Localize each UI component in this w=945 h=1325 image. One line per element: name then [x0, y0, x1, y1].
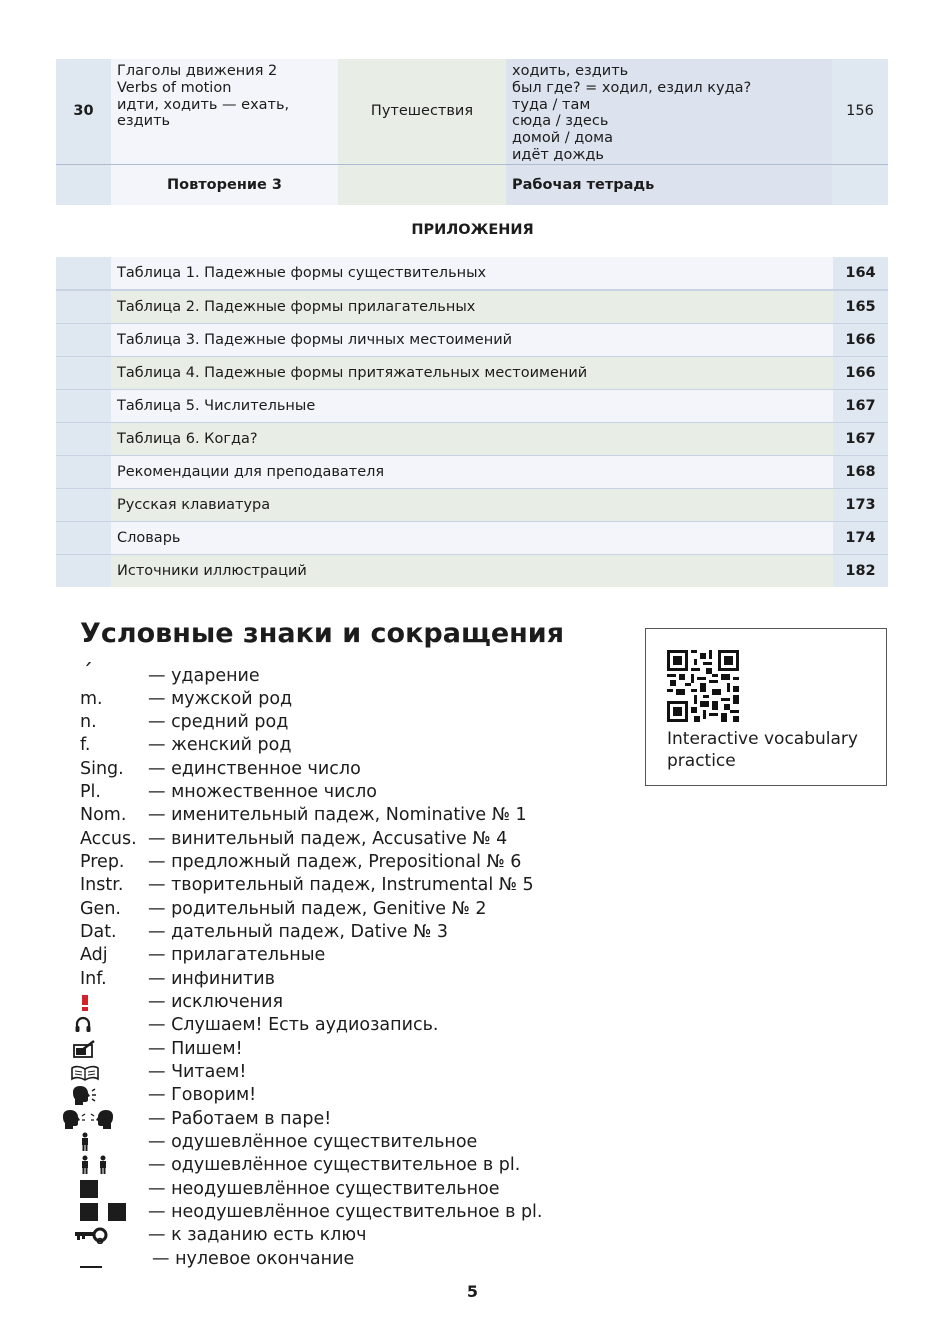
lesson-number: 30: [56, 59, 111, 164]
qr-caption-line: practice: [667, 751, 736, 771]
legend-definition: — женский род: [148, 735, 292, 755]
appendix-row[interactable]: [56, 291, 888, 323]
legend-definition: — винительный падеж, Accusative № 4: [148, 829, 508, 849]
appendix-heading: ПРИЛОЖЕНИЯ: [411, 222, 534, 238]
key-icon: [74, 1226, 108, 1244]
legend-definition: — неодушевлённое существительное в pl.: [148, 1202, 543, 1222]
grammar-line: домой / дома: [512, 130, 613, 147]
exclamation-icon: [80, 993, 90, 1013]
qr-code-icon[interactable]: [667, 650, 739, 722]
legend-definition: — неодушевлённое существительное: [148, 1179, 500, 1199]
page-number: 5: [466, 1282, 479, 1301]
legend-abbr: Pl.: [80, 782, 101, 802]
legend-definition: — родительный падеж, Genitive № 2: [148, 899, 487, 919]
person-icon: [80, 1132, 90, 1152]
review-number-cell: [56, 165, 111, 205]
appendix-page: 164: [833, 257, 888, 289]
appendix-title: Таблица 1. Падежные формы существительных: [111, 257, 888, 289]
headphones-icon: [74, 1016, 92, 1034]
square-icon: [80, 1180, 98, 1198]
legend-abbr: Accus.: [80, 829, 137, 849]
grammar-line: туда / там: [512, 96, 591, 113]
grammar-line: ходить, ездить: [512, 63, 629, 79]
legend-definition: — именительный падеж, Nominative № 1: [148, 805, 527, 825]
appendix-row[interactable]: [56, 390, 888, 422]
row-number-cell: [56, 390, 111, 422]
legend-abbr: m.: [80, 689, 103, 709]
appendix-row[interactable]: [56, 456, 888, 488]
review-page-cell: [832, 165, 888, 205]
appendix-row[interactable]: [56, 489, 888, 521]
row-number-cell: [56, 423, 111, 455]
legend-definition: — Работаем в паре!: [148, 1109, 332, 1129]
legend-definition: — множественное число: [148, 782, 377, 802]
legend-definition: — инфинитив: [148, 969, 275, 989]
two-squares-icon: [80, 1203, 126, 1221]
appendix-row[interactable]: [56, 257, 888, 289]
qr-box[interactable]: [645, 628, 887, 786]
row-number-cell: [56, 522, 111, 554]
legend-definition: — одушевлённое существительное в pl.: [148, 1155, 521, 1175]
legend-abbr: n.: [80, 712, 97, 732]
legend-definition: — одушевлённое существительное: [148, 1132, 478, 1152]
legend-abbr: ´: [82, 661, 93, 686]
legend-abbr: Instr.: [80, 875, 124, 895]
legend-definition: — исключения: [148, 992, 283, 1012]
legend-abbr: Prep.: [80, 852, 125, 872]
dash-icon: [80, 1266, 102, 1268]
row-number-cell: [56, 257, 111, 289]
row-number-cell: [56, 291, 111, 323]
legend-definition: — прилагательные: [148, 945, 326, 965]
review-grammar: Рабочая тетрадь: [506, 165, 832, 205]
row-number-cell: [56, 555, 111, 587]
appendix-title: Таблица 6. Когда?: [111, 423, 888, 455]
appendix-row[interactable]: [56, 423, 888, 455]
legend-definition: — предложный падеж, Prepositional № 6: [148, 852, 522, 872]
appendix-title: Таблица 4. Падежные формы притяжательных местоимений: [111, 357, 888, 389]
legend-definition: — Читаем!: [148, 1062, 247, 1082]
appendix-title: Рекомендации для преподавателя: [111, 456, 888, 488]
row-number-cell: [56, 489, 111, 521]
grammar-line: идёт дождь: [512, 146, 604, 163]
appendix-page: 166: [833, 324, 888, 356]
lesson-page: 156: [832, 59, 888, 164]
appendix-page: 165: [833, 291, 888, 323]
legend-abbr: Dat.: [80, 922, 117, 942]
appendix-page: 168: [833, 456, 888, 488]
appendix-title: Словарь: [111, 522, 888, 554]
legend-definition: — Слушаем! Есть аудиозапись.: [148, 1015, 439, 1035]
lesson-grammar: [506, 59, 832, 164]
legend-abbr: Gen.: [80, 899, 121, 919]
review-topic: Повторение 3: [111, 165, 338, 205]
legend-definition: — мужской род: [148, 689, 293, 709]
legend-definition: — к заданию есть ключ: [148, 1225, 367, 1245]
lesson-topic-line: идти, ходить — ехать, ездить: [117, 96, 290, 130]
qr-caption-line: Interactive vocabulary: [667, 729, 858, 749]
legend-definition: — Говорим!: [148, 1085, 257, 1105]
row-number-cell: [56, 456, 111, 488]
legend-definition: — нулевое окончание: [152, 1249, 355, 1269]
lesson-topic-line: Глаголы движения 2: [117, 63, 278, 79]
legend-definition: — ударение: [148, 666, 260, 686]
writing-icon: [72, 1039, 96, 1059]
appendix-page: 166: [833, 357, 888, 389]
qr-caption: [667, 728, 858, 772]
open-book-icon: [70, 1064, 100, 1082]
lesson-topic: [111, 59, 338, 164]
appendix-row[interactable]: [56, 357, 888, 389]
row-number-cell: [56, 324, 111, 356]
legend-abbr: f.: [80, 735, 91, 755]
appendix-row[interactable]: [56, 522, 888, 554]
legend-definition: — творительный падеж, Instrumental № 5: [148, 875, 534, 895]
appendix-title: Источники иллюстраций: [111, 555, 888, 587]
appendix-row[interactable]: [56, 555, 888, 587]
two-persons-icon: [80, 1155, 110, 1175]
speaking-head-icon: [72, 1084, 98, 1106]
appendix-title: Таблица 2. Падежные формы прилагательных: [111, 291, 888, 323]
appendix-page: 174: [833, 522, 888, 554]
legend-definition: — Пишем!: [148, 1039, 243, 1059]
legend-abbr: Sing.: [80, 759, 124, 779]
grammar-line: сюда / здесь: [512, 113, 609, 130]
review-theme-cell: [338, 165, 506, 205]
row-number-cell: [56, 357, 111, 389]
appendix-page: 167: [833, 390, 888, 422]
grammar-line: был где? = ходил, ездил куда?: [512, 79, 752, 96]
legend-definition: — дательный падеж, Dative № 3: [148, 922, 448, 942]
legend-abbr: Adj: [80, 945, 108, 965]
appendix-page: 173: [833, 489, 888, 521]
legend-abbr: Inf.: [80, 969, 107, 989]
appendix-title: Русская клавиатура: [111, 489, 888, 521]
lesson-theme: Путешествия: [338, 59, 506, 164]
legend-heading: Условные знаки и сокращения: [80, 618, 565, 649]
appendix-page: 167: [833, 423, 888, 455]
legend-definition: — единственное число: [148, 759, 361, 779]
appendix-title: Таблица 3. Падежные формы личных местоимений: [111, 324, 888, 356]
appendix-row[interactable]: [56, 324, 888, 356]
lesson-topic-line: Verbs of motion: [117, 79, 232, 96]
appendix-title: Таблица 5. Числительные: [111, 390, 888, 422]
appendix-page: 182: [833, 555, 888, 587]
legend-definition: — средний род: [148, 712, 289, 732]
pair-talk-icon: [62, 1108, 114, 1130]
legend-abbr: Nom.: [80, 805, 127, 825]
